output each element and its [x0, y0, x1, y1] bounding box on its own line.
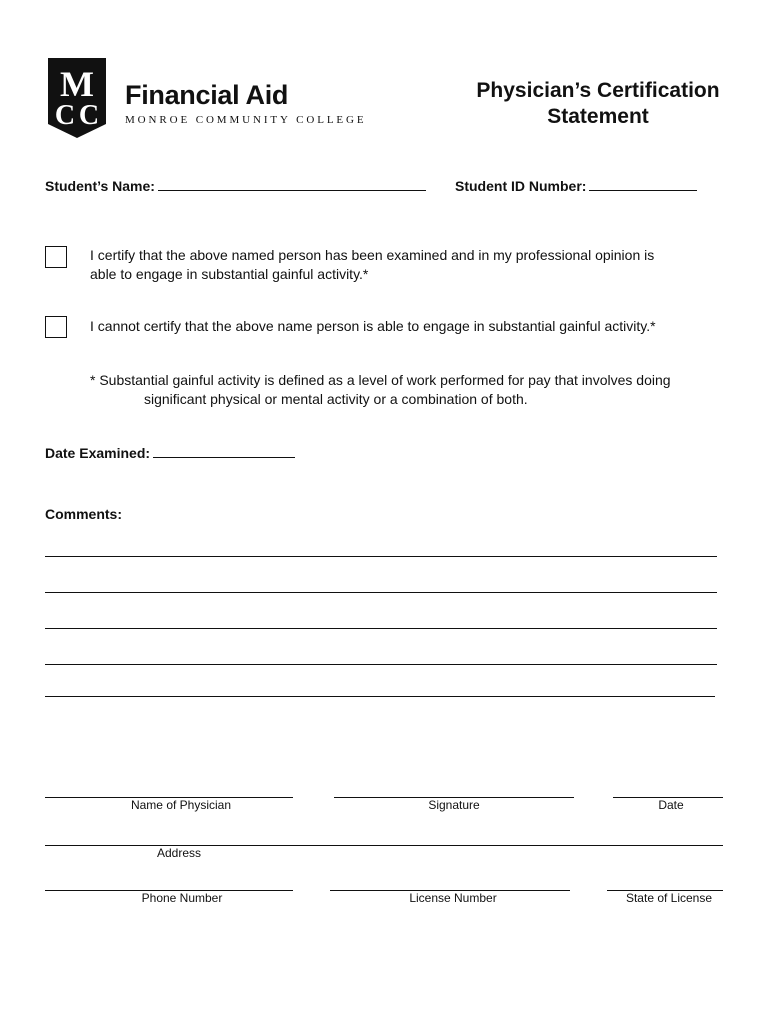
- cannot-certify-checkbox[interactable]: [45, 316, 67, 338]
- date-examined-label: Date Examined:: [45, 445, 151, 461]
- logo-letter-c1: C: [54, 100, 76, 131]
- student-name-field: [45, 176, 426, 194]
- state-of-license-caption: State of License: [625, 891, 713, 905]
- phone-number-caption: Phone Number: [141, 891, 223, 905]
- logo-letter-m: M: [60, 64, 94, 104]
- certify-line2: able to engage in substantial gainful activity.*: [90, 266, 369, 282]
- comment-line[interactable]: [45, 628, 717, 629]
- student-name-blank[interactable]: [158, 176, 426, 191]
- cannot-certify-statement: I cannot certify that the above name person is able to engage in substantial gainful activity.*: [90, 318, 656, 334]
- comment-line[interactable]: [45, 664, 717, 665]
- certify-checkbox[interactable]: [45, 246, 67, 268]
- mcc-shield-icon: [48, 58, 106, 138]
- footnote-line1: * Substantial gainful activity is defined as a level of work performed for pay that involves doing: [90, 372, 671, 388]
- footnote-line2: significant physical or mental activity or a combination of both.: [144, 391, 528, 407]
- license-number-caption: License Number: [409, 891, 497, 905]
- student-id-blank[interactable]: [589, 176, 697, 191]
- document-title: [450, 78, 746, 130]
- mcc-logo: [48, 58, 106, 138]
- comments-label: Comments:: [45, 506, 123, 522]
- document-title-line2: Statement: [547, 105, 649, 128]
- address-caption: Address: [156, 846, 202, 860]
- date-examined-blank[interactable]: [153, 443, 295, 458]
- signature-caption: Signature: [428, 798, 480, 812]
- comment-line[interactable]: [45, 556, 717, 557]
- brand-subtitle: MONROE COMMUNITY COLLEGE: [125, 114, 367, 126]
- name-of-physician-caption: Name of Physician: [130, 798, 232, 812]
- date-examined-field: [45, 443, 295, 461]
- student-id-label: Student ID Number:: [455, 178, 587, 194]
- certify-statement: [90, 246, 750, 284]
- brand-title: Financial Aid: [125, 80, 289, 110]
- student-name-label: Student’s Name:: [45, 178, 155, 194]
- document-title-line1: Physician’s Certification: [476, 79, 720, 102]
- comment-line[interactable]: [45, 696, 715, 697]
- certify-line1: I certify that the above named person has been examined and in my professional opinion is: [90, 247, 655, 263]
- comment-line[interactable]: [45, 592, 717, 593]
- footnote: [90, 371, 750, 409]
- logo-letter-c2: C: [78, 100, 100, 131]
- student-id-field: [455, 176, 697, 194]
- date-caption: Date: [658, 798, 684, 812]
